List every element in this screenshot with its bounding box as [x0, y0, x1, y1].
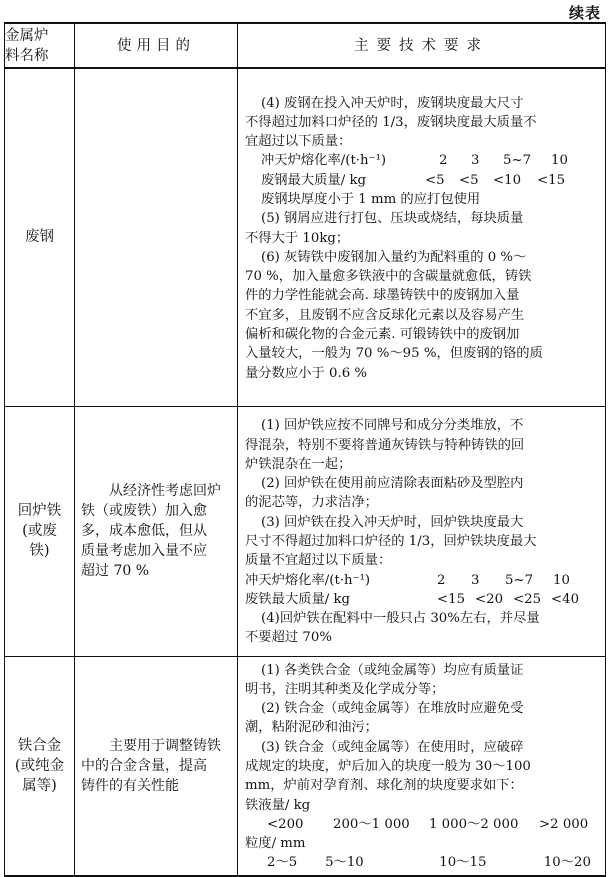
technical-requirements-table [4, 22, 606, 877]
text-line: (3) 回炉铁在投入冲天炉时，回炉铁块度最大 [261, 514, 524, 530]
rate-value: 3 [471, 153, 480, 169]
text-line: 尺寸不得超过加料口炉径的 1/3，回炉铁块度最大 [245, 534, 537, 549]
purpose-line: 从经济性考虑回炉 [109, 483, 221, 499]
text-line: 得混杂，特别不要将普通灰铸铁与特种铸铁的回 [245, 437, 525, 453]
ferroalloy-name-line2: (或纯金 [14, 757, 65, 774]
table-row-scrap-steel [5, 68, 606, 406]
text-line: 件的力学性能就会高. 球墨铸铁中的废钢加入量 [245, 288, 520, 304]
ferroalloy-name-line3: 属等) [22, 777, 57, 794]
text-line: (6) 灰铸铁中废钢加入量约为配料重的 0 %～ [261, 249, 527, 265]
liquid-amount-value: <200 [267, 816, 304, 832]
text-line: (4)回炉铁在配料中一般只占 30%左右，并尽量 [261, 611, 540, 627]
text-line: 废钢块厚度小于 1 mm 的应打包使用 [261, 192, 481, 207]
mass-label: 废铁最大质量/ kg [245, 591, 351, 607]
material-name-scrap-steel [5, 68, 75, 406]
grain-size-row [245, 853, 598, 872]
requirements-return-iron [238, 406, 606, 656]
table-row-return-iron [5, 406, 606, 656]
text-line: mm，炉前对孕育剂、球化剂的块度要求如下： [245, 778, 523, 794]
header-purpose: 使用目的 [75, 23, 238, 68]
liquid-amount-value: 200～1 000 [333, 816, 410, 832]
text-line: 的泥芯等，力求洁净； [245, 495, 378, 511]
text-line: 炉铁混杂在一起； [245, 456, 352, 472]
liquid-amount-value: >2 000 [539, 816, 589, 832]
scrap-steel-name: 废钢 [25, 229, 54, 246]
mass-value: <15 [437, 591, 466, 607]
mass-label: 废钢最大质量/ kg [261, 172, 367, 188]
text-line: 不要超过 70% [245, 630, 332, 646]
grain-size-value: 5～10 [325, 855, 364, 871]
ferroalloy-name-line1: 铁合金 [17, 737, 62, 754]
header-material-name [5, 23, 75, 68]
header-material-name-line1: 金属炉 [5, 27, 49, 44]
mass-value: <20 [475, 591, 504, 607]
rate-value: 5~7 [503, 153, 532, 169]
text-line: 宜超过以下质量： [245, 134, 352, 150]
text-line: (1) 各类铁合金（或纯金属等）均应有质量证 [261, 662, 524, 678]
text-line: 偏析和碳化物的合金元素. 可锻铸铁中的废钢加 [245, 327, 520, 343]
text-line: 入量较大，一般为 70 %～95 %，但废钢的铬的质 [245, 346, 543, 362]
text-line: 量分数应小于 0.6 % [245, 365, 368, 381]
rate-row [245, 571, 598, 590]
rate-value: 5~7 [505, 572, 534, 588]
mass-value: <10 [493, 172, 522, 188]
rate-value: 3 [471, 572, 480, 588]
header-material-name-line2: 料名称 [5, 47, 49, 64]
purpose-line: 中的合金含量，提高 [81, 757, 207, 774]
rate-value: 2 [439, 153, 448, 169]
text-line: 不宜多，且废钢不应含反球化元素以及容易产生 [245, 307, 525, 323]
return-iron-name-line1: 回炉铁 [17, 503, 62, 519]
mass-value: <25 [513, 591, 542, 607]
mass-value: <5 [425, 172, 445, 188]
material-name-ferroalloy [5, 656, 75, 876]
requirements-scrap-steel [238, 68, 606, 406]
header-row [5, 23, 606, 68]
continued-label: 续表 [568, 4, 601, 22]
purpose-line: 铸件的有关性能 [81, 777, 179, 794]
text-line: (1) 回炉铁应按不同牌号和成分分类堆放，不 [261, 418, 524, 434]
rate-label: 冲天炉熔化率/(t·h⁻¹) [261, 153, 387, 169]
requirements-ferroalloy [238, 656, 606, 876]
purpose-line: 多，成本愈低，但从 [81, 523, 207, 539]
text-line: (4) 废钢在投入冲天炉时，废钢块度最大尺寸 [261, 95, 524, 111]
rate-value: 2 [437, 572, 446, 588]
mass-row [245, 590, 598, 609]
purpose-line: 质量考虑加入量不应 [81, 543, 207, 559]
text-line: 70 %，加入量愈多铁液中的含碳量就愈低，铸铁 [245, 269, 532, 285]
rate-row [245, 151, 598, 170]
text-line: (2) 回炉铁在使用前应清除表面粘砂及型腔内 [261, 476, 524, 492]
liquid-amount-label: 铁液量/ kg [245, 797, 311, 813]
purpose-scrap-steel [75, 68, 238, 406]
liquid-amount-row [245, 815, 598, 834]
purpose-line: 超过 70 % [81, 563, 150, 579]
mass-row [245, 171, 598, 190]
purpose-return-iron [75, 406, 238, 656]
return-iron-name-line2: (或废 [22, 523, 57, 539]
text-line: 不得超过加料口炉径的 1/3，废钢块度最大质量不 [245, 114, 537, 130]
text-line: 质量不宜超过以下质量： [245, 553, 392, 569]
rate-value: 10 [553, 572, 570, 588]
text-line: 明书，注明其种类及化学成分等； [245, 681, 445, 697]
liquid-amount-value: 1 000～2 000 [429, 816, 519, 832]
mass-value: <15 [537, 172, 566, 188]
grain-size-value: 10～15 [439, 855, 487, 871]
grain-size-value: 2～5 [267, 855, 298, 871]
grain-size-label: 粒度/ mm [245, 836, 306, 852]
text-line: 成规定的块度，炉后加入的块度一般为 30～100 [245, 758, 531, 774]
rate-label: 冲天炉熔化率/(t·h⁻¹) [245, 572, 371, 588]
return-iron-name-line3: 铁) [29, 543, 50, 559]
mass-value: <40 [551, 591, 580, 607]
text-line: 潮，粘附泥砂和油污； [245, 720, 378, 736]
purpose-line: 主要用于调整铸铁 [109, 737, 221, 754]
table-row-ferroalloy [5, 656, 606, 876]
material-name-return-iron [5, 406, 75, 656]
text-line: (3) 铁合金（或纯金属等）在使用时，应破碎 [261, 739, 524, 755]
text-line: (2) 铁合金（或纯金属等）在堆放时应避免受 [261, 701, 524, 717]
text-line: 不得大于 10kg； [245, 230, 350, 246]
header-requirements: 主要技术要求 [238, 23, 606, 68]
grain-size-value: 10～20 [543, 855, 591, 871]
mass-value: <5 [459, 172, 479, 188]
purpose-ferroalloy [75, 656, 238, 876]
rate-value: 10 [551, 153, 568, 169]
purpose-line: 铁（或废铁）加入愈 [81, 503, 207, 519]
text-line: (5) 钢屑应进行打包、压块或烧结，每块质量 [261, 211, 524, 227]
